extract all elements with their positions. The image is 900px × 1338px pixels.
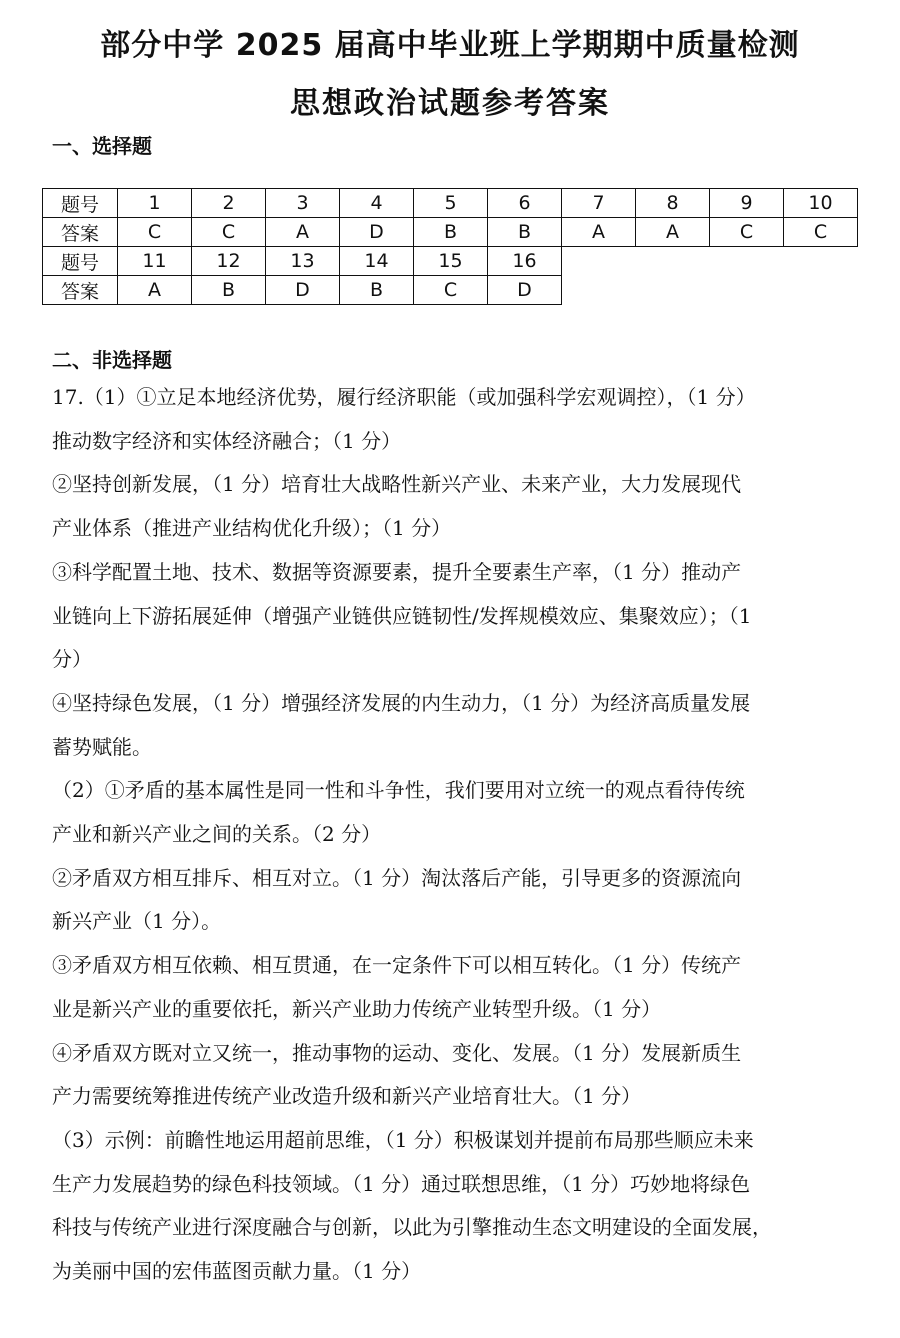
answer-table: [42, 188, 858, 305]
text-line: ②坚持创新发展，（1 分）培育壮大战略性新兴产业、未来产业，大力发展现代: [52, 472, 742, 497]
text-line: 产力需要统筹推进传统产业改造升级和新兴产业培育壮大。（1 分）: [52, 1084, 642, 1109]
table-cell: C: [710, 218, 784, 247]
answer-key-title: 思想政治试题参考答案: [290, 86, 610, 121]
table-cell: 题号: [43, 247, 118, 276]
table-cell: C: [118, 218, 192, 247]
table-cell: C: [192, 218, 266, 247]
table-cell: B: [414, 218, 488, 247]
table-cell: D: [340, 218, 414, 247]
table-cell: A: [636, 218, 710, 247]
text-line: ④坚持绿色发展，（1 分）增强经济发展的内生动力，（1 分）为经济高质量发展: [52, 690, 751, 715]
table-cell: 12: [192, 247, 266, 276]
table-cell: 答案: [43, 218, 118, 247]
table-cell: B: [192, 276, 266, 305]
table-cell: 6: [488, 189, 562, 218]
empty-area: [562, 276, 858, 305]
empty-area: [562, 247, 858, 276]
text-line: 业链向上下游拓展延伸（增强产业链供应链韧性/发挥规模效应、集聚效应）；（1: [52, 603, 752, 628]
table-cell: B: [488, 218, 562, 247]
table-cell: 13: [266, 247, 340, 276]
text-line: 分）: [52, 647, 92, 672]
table-cell: 11: [118, 247, 192, 276]
table-cell: 4: [340, 189, 414, 218]
text-line: ③矛盾双方相互依赖、相互贯通，在一定条件下可以相互转化。（1 分）传统产: [52, 953, 742, 978]
table-row-answers-2: [43, 276, 858, 305]
table-cell: D: [266, 276, 340, 305]
text-line: 科技与传统产业进行深度融合与创新，以此为引擎推动生态文明建设的全面发展，: [52, 1215, 772, 1240]
table-cell: 8: [636, 189, 710, 218]
table-cell: 16: [488, 247, 562, 276]
text-line: 为美丽中国的宏伟蓝图贡献力量。（1 分）: [52, 1259, 422, 1284]
text-line: 新兴产业（1 分）。: [52, 909, 222, 934]
table-row-numbers-2: [43, 247, 858, 276]
table-cell: 15: [414, 247, 488, 276]
text-line: （3）示例：前瞻性地运用超前思维，（1 分）积极谋划并提前布局那些顺应未来: [52, 1127, 754, 1152]
table-cell: 答案: [43, 276, 118, 305]
text-line: 产业体系（推进产业结构优化升级）；（1 分）: [52, 516, 452, 541]
table-cell: 题号: [43, 189, 118, 218]
table-cell: C: [414, 276, 488, 305]
answer-text-body: [52, 376, 862, 1294]
table-cell: A: [118, 276, 192, 305]
section-nonchoice-heading: 二、非选择题: [52, 348, 172, 372]
text-line: ④矛盾双方既对立又统一，推动事物的运动、变化、发展。（1 分）发展新质生: [52, 1040, 742, 1065]
table-cell: A: [562, 218, 636, 247]
table-cell: 7: [562, 189, 636, 218]
text-line: 17.（1）①立足本地经济优势，履行经济职能（或加强科学宏观调控），（1 分）: [52, 385, 756, 409]
text-line: ②矛盾双方相互排斥、相互对立。（1 分）淘汰落后产能，引导更多的资源流向: [52, 865, 742, 890]
text-line: 推动数字经济和实体经济融合；（1 分）: [52, 428, 402, 453]
exam-title: 部分中学 2025 届高中毕业班上学期期中质量检测: [100, 28, 800, 63]
table-row-numbers-1: [43, 189, 858, 218]
table-cell: 14: [340, 247, 414, 276]
text-line: （2）①矛盾的基本属性是同一性和斗争性，我们要用对立统一的观点看待传统: [52, 778, 745, 803]
section-choice-heading: 一、选择题: [52, 134, 152, 158]
table-cell: 5: [414, 189, 488, 218]
text-line: 生产力发展趋势的绿色科技领域。（1 分）通过联想思维，（1 分）巧妙地将绿色: [52, 1171, 751, 1196]
text-line: ③科学配置土地、技术、数据等资源要素，提升全要素生产率，（1 分）推动产: [52, 559, 742, 584]
table-cell: A: [266, 218, 340, 247]
table-cell: 9: [710, 189, 784, 218]
table-cell: B: [340, 276, 414, 305]
table-cell: 3: [266, 189, 340, 218]
text-line: 产业和新兴产业之间的关系。（2 分）: [52, 822, 382, 847]
text-line: 蓄势赋能。: [52, 734, 152, 759]
table-cell: 2: [192, 189, 266, 218]
text-line: 业是新兴产业的重要依托，新兴产业助力传统产业转型升级。（1 分）: [52, 996, 662, 1021]
table-cell: D: [488, 276, 562, 305]
table-cell: 1: [118, 189, 192, 218]
table-row-answers-1: [43, 218, 858, 247]
table-cell: C: [784, 218, 858, 247]
table-cell: 10: [784, 189, 858, 218]
